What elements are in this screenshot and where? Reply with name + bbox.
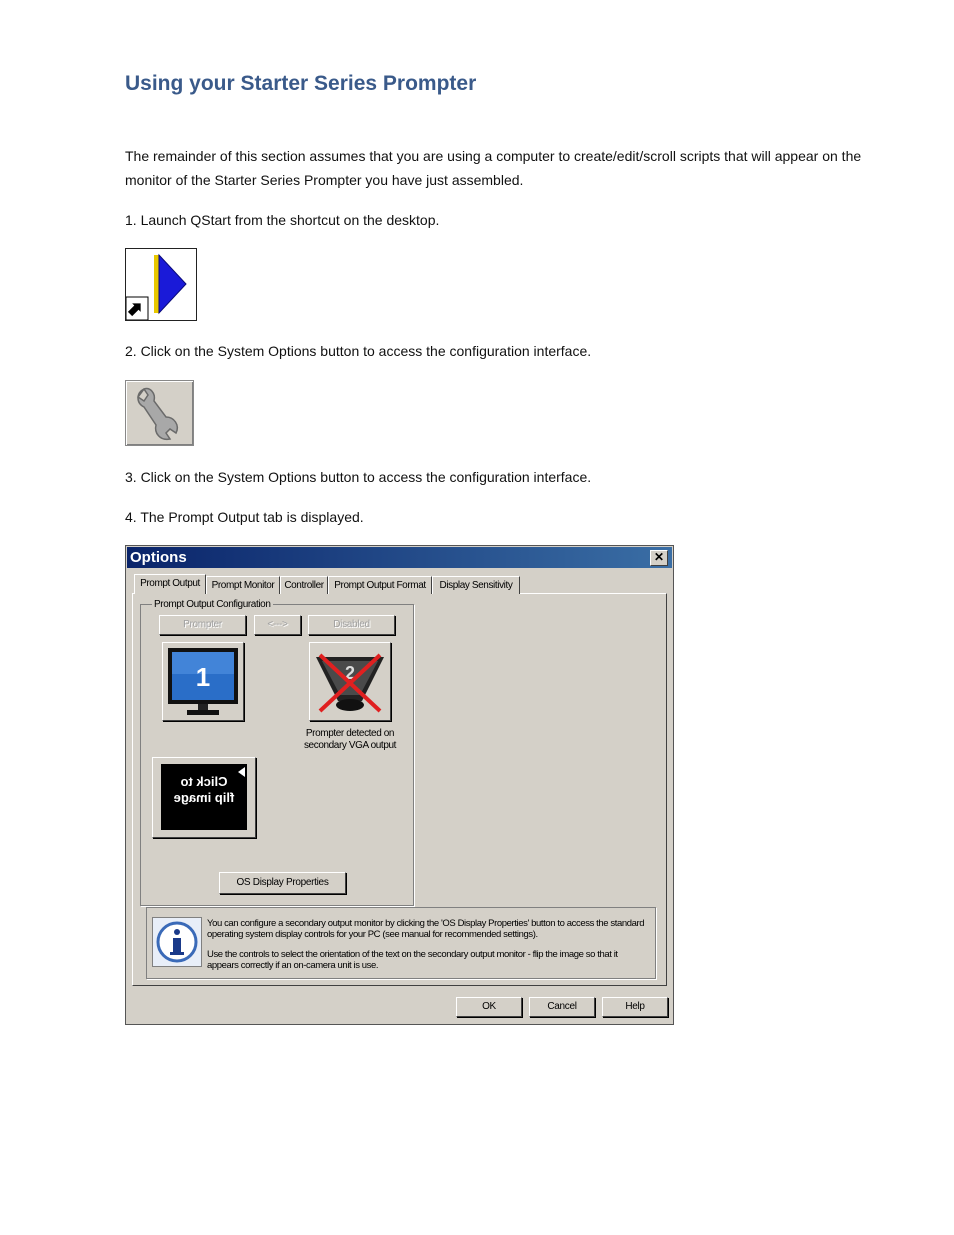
qstart-shortcut-icon[interactable] [125, 248, 197, 321]
info-icon [152, 917, 202, 967]
step-1: 1. Launch QStart from the shortcut on the desktop. [125, 212, 440, 228]
step-3: 3. Click on the System Options button to access the configuration interface. [125, 469, 592, 485]
help-button[interactable]: Help [602, 997, 668, 1017]
prompter-number: 2 [344, 663, 356, 683]
os-display-properties-button[interactable]: OS Display Properties [219, 872, 346, 894]
info-text-2: Use the controls to select the orientation of the text on the secondary output monitor - flip the image so that it appears correctly if an on-camera unit is use. [207, 949, 618, 971]
step-2: 2. Click on the System Options button to access the configuration interface. [125, 343, 592, 359]
flip-label-line1: Click to [180, 774, 228, 789]
page-title: Using your Starter Series Prompter [125, 72, 477, 95]
step-4: 4. The Prompt Output tab is displayed. [125, 509, 364, 525]
options-dialog [125, 545, 674, 1025]
swap-arrow-button[interactable]: <---> [254, 615, 301, 635]
tab-display-sensitivity[interactable]: Display Sensitivity [432, 576, 520, 594]
disabled-button[interactable]: Disabled [308, 615, 395, 635]
group-label: Prompt Output Configuration [154, 599, 271, 610]
flip-arrow-icon [237, 767, 245, 777]
prompter-detected-label: Prompter detected on secondary VGA output [303, 728, 397, 751]
intro-paragraph: The remainder of this section assumes that you are using a computer to create/edit/scroll scripts that will appear on the monitor of the Starter Series Prompter you have just assembled. [125, 148, 862, 188]
info-text-1: You can configure a secondary output monitor by clicking the 'OS Display Properties' button to access the standard operating system display controls for your PC (see manual for recommended settings). [207, 918, 645, 940]
ok-button[interactable]: OK [456, 997, 522, 1017]
system-options-button[interactable] [125, 380, 194, 446]
monitor-number: 1 [195, 662, 211, 692]
flip-label-line2: flip image [173, 790, 235, 805]
prompter-button[interactable]: Prompter [159, 615, 246, 635]
wrench-icon [126, 381, 193, 445]
dialog-titlebar[interactable] [127, 547, 672, 568]
tab-prompt-monitor[interactable]: Prompt Monitor [206, 576, 280, 594]
primary-monitor-button[interactable] [162, 642, 244, 721]
tab-prompt-output-format[interactable]: Prompt Output Format [328, 576, 432, 594]
dialog-title: Options [130, 549, 187, 566]
secondary-prompter-button[interactable] [309, 642, 391, 721]
tab-prompt-output[interactable]: Prompt Output [134, 574, 206, 594]
tab-controller[interactable]: Controller [280, 576, 328, 594]
close-button[interactable]: ✕ [650, 550, 668, 566]
cancel-button[interactable]: Cancel [529, 997, 595, 1017]
monitor-icon [163, 643, 243, 720]
prompter-disabled-icon [310, 643, 390, 720]
flip-image-button[interactable] [152, 757, 256, 838]
